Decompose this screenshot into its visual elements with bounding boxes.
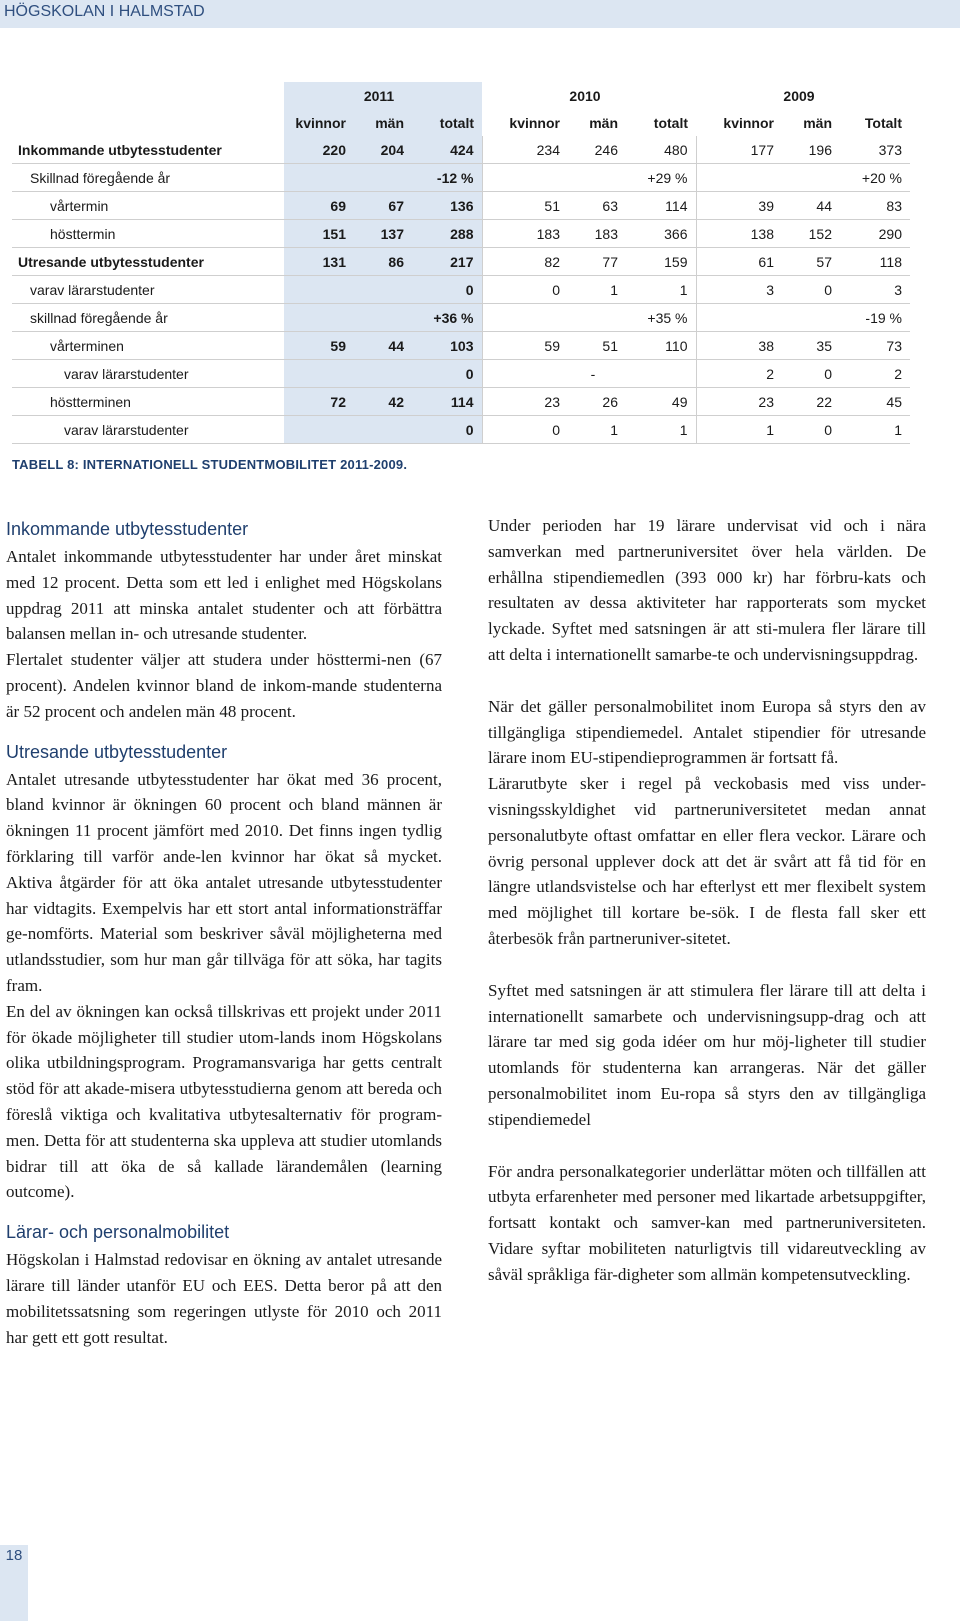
table-cell: [696, 304, 782, 332]
table-cell: [284, 164, 354, 192]
table-cell: 45: [840, 388, 910, 416]
table-cell: -: [568, 360, 626, 388]
table-row: [12, 192, 910, 220]
table-cell: 0: [412, 360, 482, 388]
row-label: Utresande utbytesstudenter: [12, 248, 284, 276]
table-cell: 0: [782, 360, 840, 388]
table-row: [12, 388, 910, 416]
table-cell: 3: [696, 276, 782, 304]
table-row: [12, 304, 910, 332]
table-row: [12, 220, 910, 248]
table-cell: 86: [354, 248, 412, 276]
right-column: [488, 513, 926, 1288]
column-header: totalt: [653, 114, 688, 131]
row-label: varav lärarstudenter: [12, 416, 284, 444]
table-row: [12, 276, 910, 304]
row-label: höstterminen: [12, 388, 284, 416]
paragraph: När det gäller personalmobilitet inom Europa så styrs den av tillgängliga stipendiemedel. Antalet stipendier för utresande lärare inom EU-stipendieprogrammen är fortsatt få.: [488, 696, 926, 768]
table-cell: 2: [696, 360, 782, 388]
table-cell: 23: [696, 388, 782, 416]
table-cell: +35 %: [626, 304, 696, 332]
table-cell: 57: [782, 248, 840, 276]
table-cell: [284, 276, 354, 304]
table-cell: [782, 304, 840, 332]
left-column: [6, 514, 442, 1350]
year-header: 2010: [569, 87, 601, 104]
table-cell: 35: [782, 332, 840, 360]
table-cell: 366: [626, 220, 696, 248]
table-cell: 59: [284, 332, 354, 360]
table-cell: 118: [840, 248, 910, 276]
row-label: varav lärarstudenter: [12, 276, 284, 304]
column-header: totalt: [412, 109, 482, 136]
table-cell: 44: [782, 192, 840, 220]
table-cell: 152: [782, 220, 840, 248]
year-header: 2009: [783, 87, 815, 104]
table-cell: 0: [482, 416, 568, 444]
table-cell: 217: [412, 248, 482, 276]
table-cell: 38: [696, 332, 782, 360]
table-cell: [568, 304, 626, 332]
table-row: [12, 360, 910, 388]
table-cell: 131: [284, 248, 354, 276]
paragraph: Lärarutbyte sker i regel på veckobasis med viss under-visningsskyldighet vid partneruniversitetet medan annat personalutbyte oftast omfattar en eller flera veckor. Lärare och övrig personal upplever dock att det är svårt att få tid för en längre utlandsvistelse och har efterlyst ett mer flexibelt system med möjlighet till kortare be-sök. I de flesta fall sker ett återbesök från partneruniver-sitetet.: [488, 774, 926, 948]
table-cell: 0: [782, 276, 840, 304]
table-cell: [284, 304, 354, 332]
table-cell: 73: [840, 332, 910, 360]
year-header: 2011: [284, 82, 482, 109]
column-header: kvinnor: [723, 114, 774, 131]
table-cell: 151: [284, 220, 354, 248]
paragraph: Syftet med satsningen är att stimulera fler lärare till att delta i internationellt samarbete och undervisningsupp-drag och att lärare tar med sig goda idéer om hur möj-ligheter till studier utomlands för studenterna kan arrangeras. När det gäller personalmobilitet inom Eu-ropa så styrs den av tillgängliga stipendiemedel: [488, 980, 926, 1129]
paragraph: För andra personalkategorier underlättar möten och tillfällen att utbyta erfarenheter med personer med likartade arbetsuppgifter, fortsatt kontakt och samver-kan med partneruniversiteten. Vidare syftar mobiliteten naturligtvis till vidareutveckling av såväl språkliga fär-digheter som allmän kompetensutveckling.: [488, 1161, 926, 1284]
table-cell: 22: [782, 388, 840, 416]
table-cell: 110: [626, 332, 696, 360]
table-cell: 1: [568, 416, 626, 444]
heading-incoming: Inkommande utbytesstudenter: [6, 519, 249, 539]
row-label: Skillnad föregående år: [12, 164, 284, 192]
table-cell: +36 %: [412, 304, 482, 332]
table-cell: [354, 360, 412, 388]
column-header: män: [803, 114, 832, 131]
table-cell: 288: [412, 220, 482, 248]
table-cell: 103: [412, 332, 482, 360]
table-cell: 1: [568, 276, 626, 304]
row-label: Inkommande utbytesstudenter: [12, 136, 284, 164]
table-cell: 39: [696, 192, 782, 220]
table-cell: 159: [626, 248, 696, 276]
table-cell: 83: [840, 192, 910, 220]
table-cell: 0: [412, 416, 482, 444]
table-cell: 77: [568, 248, 626, 276]
table-cell: +29 %: [626, 164, 696, 192]
table-cell: [354, 276, 412, 304]
table-cell: 114: [626, 192, 696, 220]
table-cell: 177: [696, 136, 782, 164]
table-cell: 234: [482, 136, 568, 164]
table-cell: 63: [568, 192, 626, 220]
column-header: kvinnor: [284, 109, 354, 136]
table-cell: 1: [696, 416, 782, 444]
table-cell: 3: [840, 276, 910, 304]
table-row: [12, 248, 910, 276]
heading-staff-mobility: Lärar- och personalmobilitet: [6, 1222, 230, 1243]
table-cell: 69: [284, 192, 354, 220]
table-cell: 114: [412, 388, 482, 416]
table-cell: 373: [840, 136, 910, 164]
table-cell: 204: [354, 136, 412, 164]
table-cell: +20 %: [840, 164, 910, 192]
paragraph: En del av ökningen kan också tillskrivas ett projekt under 2011 för ökade möjligheter till studier utom-lands inom Högskolans olika utbildningsprogram. Programansvariga har getts centralt stöd för att akade-misera utbytesstudierna genom att bereda och föreslå viktiga och kvalitativa utbytesalternativ för program-men. Detta för att studenterna ska uppleva att studier utomlands bidrar till att öka de så kallade lärandemålen (learning outcome).: [6, 1001, 442, 1202]
table-cell: -19 %: [840, 304, 910, 332]
table-cell: [354, 416, 412, 444]
page-header: [0, 0, 960, 28]
table-cell: 59: [482, 332, 568, 360]
table-row: [12, 136, 910, 164]
table-cell: [482, 164, 568, 192]
page-number: 18: [0, 1545, 28, 1621]
table-cell: 183: [482, 220, 568, 248]
table-cell: 72: [284, 388, 354, 416]
mobility-table: [12, 82, 910, 444]
table-cell: 1: [626, 276, 696, 304]
table-cell: [696, 164, 782, 192]
table-cell: [482, 360, 568, 388]
table-cell: 42: [354, 388, 412, 416]
table-row: [12, 332, 910, 360]
paragraph: Flertalet studenter väljer att studera under hösttermi-nen (67 procent). Andelen kvinnor bland de inkom-mande studenterna är 52 procent och andelen män 48 procent.: [6, 650, 442, 721]
table-cell: 137: [354, 220, 412, 248]
table-row: [12, 416, 910, 444]
row-label: skillnad föregående år: [12, 304, 284, 332]
table-cell: [568, 164, 626, 192]
table-row: [12, 164, 910, 192]
table-cell: 424: [412, 136, 482, 164]
paragraph: Under perioden har 19 lärare undervisat vid och i nära samverkan med partneruniversitet över hela världen. De erhållna stipendiemedlen (393 000 kr) har förbru-kats och resultaten av dessa aktiviteter har rapporterats som mycket lyckade. Syftet med satsningen är att sti-mulera fler lärare till att delta i internationellt samarbe-te och undervisningsuppdrag.: [488, 516, 926, 664]
table-cell: 0: [482, 276, 568, 304]
table-cell: 44: [354, 332, 412, 360]
row-label: vårterminen: [12, 332, 284, 360]
table-cell: 246: [568, 136, 626, 164]
table-cell: 1: [626, 416, 696, 444]
table-cell: 1: [840, 416, 910, 444]
table-caption: TABELL 8: INTERNATIONELL STUDENTMOBILITET 2011-2009.: [12, 457, 408, 472]
table-cell: [284, 360, 354, 388]
table-cell: 23: [482, 388, 568, 416]
column-header: män: [589, 114, 618, 131]
header-title: HÖGSKOLAN I HALMSTAD: [4, 3, 205, 20]
table-cell: 138: [696, 220, 782, 248]
table-cell: 196: [782, 136, 840, 164]
year-header-row: [12, 82, 910, 109]
table-cell: [482, 304, 568, 332]
table-cell: 26: [568, 388, 626, 416]
table-cell: 480: [626, 136, 696, 164]
column-header: män: [354, 109, 412, 136]
table-cell: 51: [482, 192, 568, 220]
row-label: vårtermin: [12, 192, 284, 220]
table-cell: 0: [412, 276, 482, 304]
table-cell: 82: [482, 248, 568, 276]
table-cell: [354, 164, 412, 192]
column-header: Totalt: [864, 114, 902, 131]
table-cell: [782, 164, 840, 192]
table-cell: 67: [354, 192, 412, 220]
subheader-row: [12, 109, 910, 136]
table-cell: [626, 360, 696, 388]
table-cell: 49: [626, 388, 696, 416]
row-label: varav lärarstudenter: [12, 360, 284, 388]
table-cell: 51: [568, 332, 626, 360]
table-cell: -12 %: [412, 164, 482, 192]
table-cell: 290: [840, 220, 910, 248]
paragraph: Högskolan i Halmstad redovisar en ökning av antalet utresande lärare till länder utanför EU och EES. Detta beror på att den mobilitetssatsning som regeringen utlyste för 2010 och 2011 har gett ett gott resultat.: [6, 1250, 442, 1347]
table-cell: 136: [412, 192, 482, 220]
table-cell: 61: [696, 248, 782, 276]
table-cell: [354, 304, 412, 332]
column-header: kvinnor: [509, 114, 560, 131]
paragraph: Antalet utresande utbytesstudenter har ökat med 36 procent, bland kvinnor är ökningen 60 procent och bland männen är ökningen 11 procent jämfört med 2010. Det finns ingen tydlig förklaring till varför ande-len kvinnor har ökat så mycket. Aktiva åtgärder för att öka antalet utresande utbytesstudenter har vidtagits. Exempelvis har ett stort antal informationsträffar ge-nomförts. Material som beskriver såväl möjligheterna med utlandsstudier, som hur man går tillväga för att söka, har tagits fram.: [6, 769, 442, 995]
table-cell: 183: [568, 220, 626, 248]
table-cell: 0: [782, 416, 840, 444]
heading-outgoing: Utresande utbytesstudenter: [6, 741, 228, 762]
row-label: hösttermin: [12, 220, 284, 248]
paragraph: Antalet inkommande utbytesstudenter har under året minskat med 12 procent. Detta som ett led i enlighet med Högskolans uppdrag 2011 att minska antalet studenter och att förbättra balansen mellan in- och utresande studenter.: [6, 547, 442, 644]
table-cell: [284, 416, 354, 444]
table-cell: 2: [840, 360, 910, 388]
table-cell: 220: [284, 136, 354, 164]
